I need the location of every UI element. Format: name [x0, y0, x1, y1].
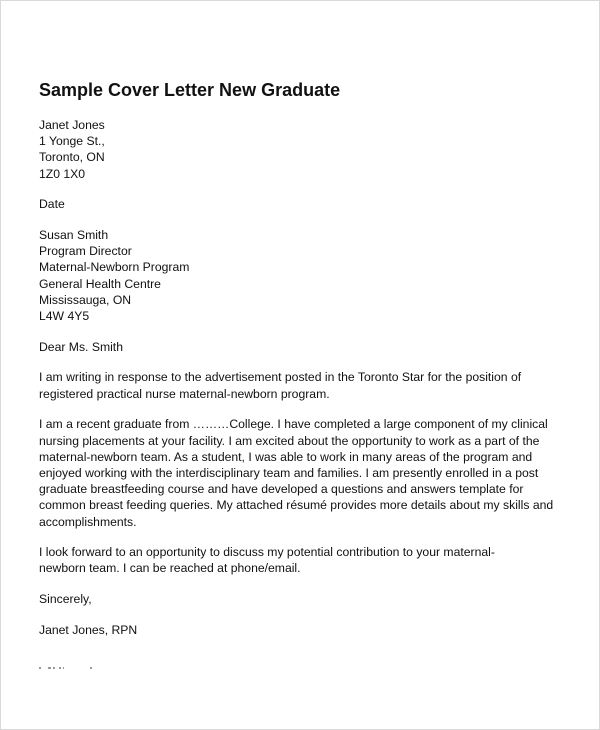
sender-address	[39, 117, 559, 182]
paragraph-line: I am a recent graduate from ………College. I have completed a large component of my clinical	[39, 417, 548, 432]
paragraph-line: newborn team. I can be reached at phone/email.	[39, 561, 301, 576]
date-block	[39, 196, 559, 212]
paragraph-line: enjoyed working with the interdisciplinary team and families. I am presently enrolled in a post	[39, 465, 539, 480]
cropped-text-fragment	[39, 666, 99, 670]
recipient-organization: General Health Centre	[39, 276, 161, 291]
recipient-address	[39, 227, 559, 324]
paragraph-line: accomplishments.	[39, 514, 137, 529]
salutation-block	[39, 339, 559, 355]
date-label: Date	[39, 197, 65, 212]
recipient-city: Mississauga, ON	[39, 292, 132, 307]
closing: Sincerely,	[39, 592, 92, 607]
recipient-name: Susan Smith	[39, 228, 109, 243]
cropped-text-fragment-icon	[39, 666, 99, 670]
paragraph-line: graduate breastfeeding course and have developed a questions and answers template for	[39, 482, 524, 497]
recipient-program: Maternal-Newborn Program	[39, 260, 190, 275]
paragraph-line: common breast feeding queries. My attached résumé provides more details about my skills and	[39, 498, 554, 513]
sender-name: Janet Jones	[39, 118, 105, 132]
recipient-postal: L4W 4Y5	[39, 309, 90, 324]
paragraph-line: I look forward to an opportunity to discuss my potential contribution to your maternal-	[39, 545, 495, 560]
sender-city: Toronto, ON	[39, 150, 105, 165]
closing-block	[39, 591, 559, 607]
salutation: Dear Ms. Smith	[39, 339, 123, 354]
paragraph-2	[39, 416, 559, 529]
signature: Janet Jones, RPN	[39, 622, 138, 637]
paragraph-line: registered practical nurse maternal-newborn program.	[39, 386, 330, 401]
paragraph-line: nursing placements at your facility. I am excited about the opportunity to work as a part of the	[39, 433, 540, 448]
paragraph-1	[39, 369, 559, 401]
paragraph-3	[39, 544, 559, 576]
sender-street: 1 Yonge St.,	[39, 134, 105, 149]
paragraph-line: I am writing in response to the advertisement posted in the Toronto Star for the position of	[39, 370, 522, 385]
paragraph-line: maternal-newborn team. As a student, I was able to work in many areas of the program and	[39, 449, 533, 464]
sender-postal: 1Z0 1X0	[39, 166, 86, 181]
document-title: Sample Cover Letter New Graduate	[39, 80, 341, 100]
letter-body	[39, 79, 559, 653]
recipient-title: Program Director	[39, 244, 132, 259]
signature-block	[39, 622, 559, 638]
